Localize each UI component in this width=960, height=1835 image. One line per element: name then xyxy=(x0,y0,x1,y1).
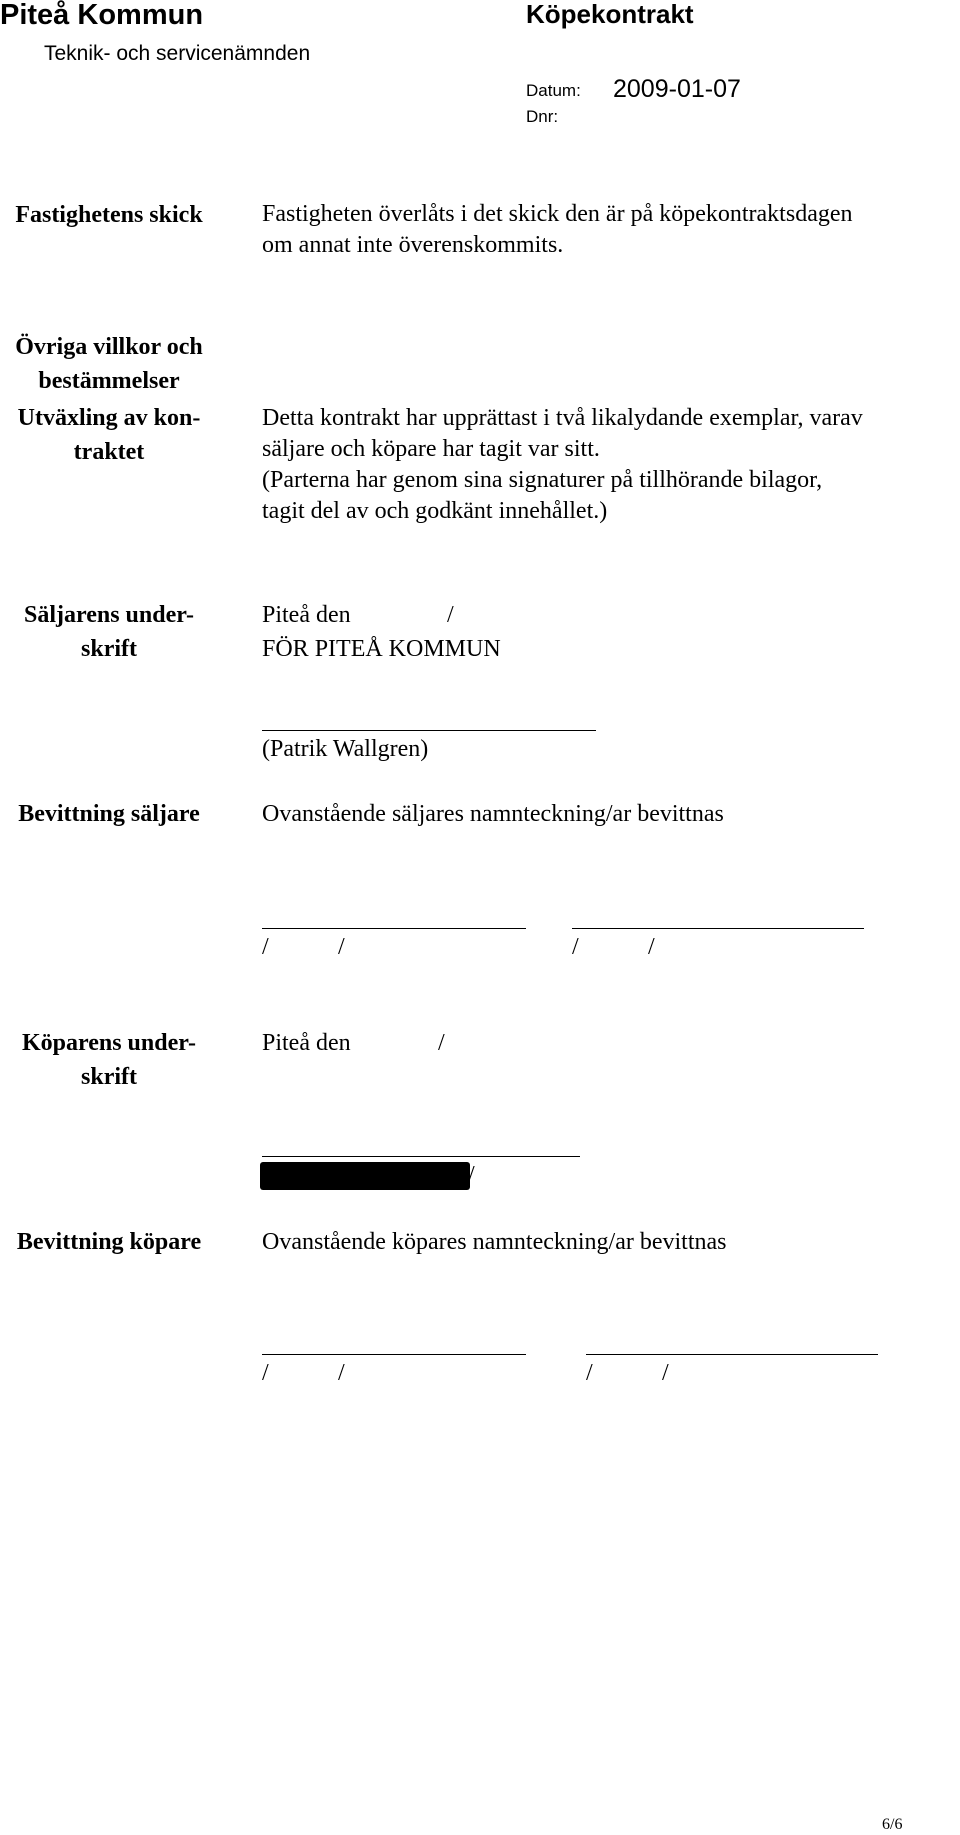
for-pitea-kommun: FÖR PITEÅ KOMMUN xyxy=(262,636,501,662)
text-line: säljare och köpare har tagit var sitt. xyxy=(262,436,600,462)
witness-date-slash: / xyxy=(338,934,345,960)
label-line: skrift xyxy=(81,1064,137,1090)
text-line: tagit del av och godkänt innehållet.) xyxy=(262,498,608,524)
buyer-place-date: Piteå den xyxy=(262,1030,351,1056)
text-line: Fastigheten överlåts i det skick den är på köpekontraktsdagen xyxy=(262,201,853,227)
date-value: 2009-01-07 xyxy=(613,75,741,103)
section-label-bevittning-kopare: Bevittning köpare xyxy=(16,1229,202,1255)
section-label-koparens-underskrift xyxy=(0,1026,218,1094)
org-name: Piteå Kommun xyxy=(0,0,204,31)
witness-date-slash: / xyxy=(648,934,655,960)
buyer-name-slash: / xyxy=(468,1162,475,1188)
place-text: Piteå den xyxy=(262,602,351,628)
utvaxling-text xyxy=(262,403,863,527)
text-line: om annat inte överenskommits. xyxy=(262,232,564,258)
buyer-witness-line-2 xyxy=(586,1354,878,1355)
witness-date-slash: / xyxy=(262,934,269,960)
witness-date-slash: / xyxy=(338,1360,345,1386)
section-label-saljarens-underskrift xyxy=(0,598,218,666)
bevittning-kopare-text: Ovanstående köpares namnteckning/ar bevittnas xyxy=(262,1229,727,1255)
dnr-label: Dnr: xyxy=(526,107,559,126)
witness-date-slash: / xyxy=(586,1360,593,1386)
text-line: Detta kontrakt har upprättast i två likalydande exemplar, varav xyxy=(262,405,863,431)
section-label-fastighetens-skick: Fastighetens skick xyxy=(15,202,203,228)
page-number: 6/6 xyxy=(882,1816,903,1833)
seller-date-slash: / xyxy=(447,602,454,628)
section-label-ovriga-villkor xyxy=(0,330,218,398)
witness-date-slash: / xyxy=(572,934,579,960)
label-line: Köparens under- xyxy=(21,1030,197,1056)
label-line: bestämmelser xyxy=(38,368,180,394)
redacted-buyer-name xyxy=(260,1162,470,1190)
fastighetens-skick-text xyxy=(262,199,853,261)
text-line: (Parterna har genom sina signaturer på tillhörande bilagor, xyxy=(262,467,823,493)
label-line: traktet xyxy=(73,439,145,465)
witness-date-slash: / xyxy=(262,1360,269,1386)
seller-witness-line-1 xyxy=(262,928,526,929)
seller-signatory-name: (Patrik Wallgren) xyxy=(262,736,429,762)
buyer-date-slash: / xyxy=(438,1030,445,1056)
seller-witness-line-2 xyxy=(572,928,864,929)
department-name: Teknik- och servicenämnden xyxy=(44,42,311,65)
date-label: Datum: xyxy=(526,81,581,100)
buyer-signature-line xyxy=(262,1156,580,1157)
section-label-bevittning-saljare: Bevittning säljare xyxy=(18,801,200,827)
label-line: skrift xyxy=(81,636,137,662)
label-line: Säljarens under- xyxy=(23,602,194,628)
seller-place-date xyxy=(262,600,351,631)
label-line: Utväxling av kon- xyxy=(17,405,201,431)
section-label-utvaxling xyxy=(0,401,218,469)
label-line: Övriga villkor och xyxy=(15,334,203,360)
bevittning-saljare-text: Ovanstående säljares namnteckning/ar bevittnas xyxy=(262,801,724,827)
seller-signature-line xyxy=(262,730,596,731)
document-title: Köpekontrakt xyxy=(526,0,694,29)
witness-date-slash: / xyxy=(662,1360,669,1386)
buyer-witness-line-1 xyxy=(262,1354,526,1355)
